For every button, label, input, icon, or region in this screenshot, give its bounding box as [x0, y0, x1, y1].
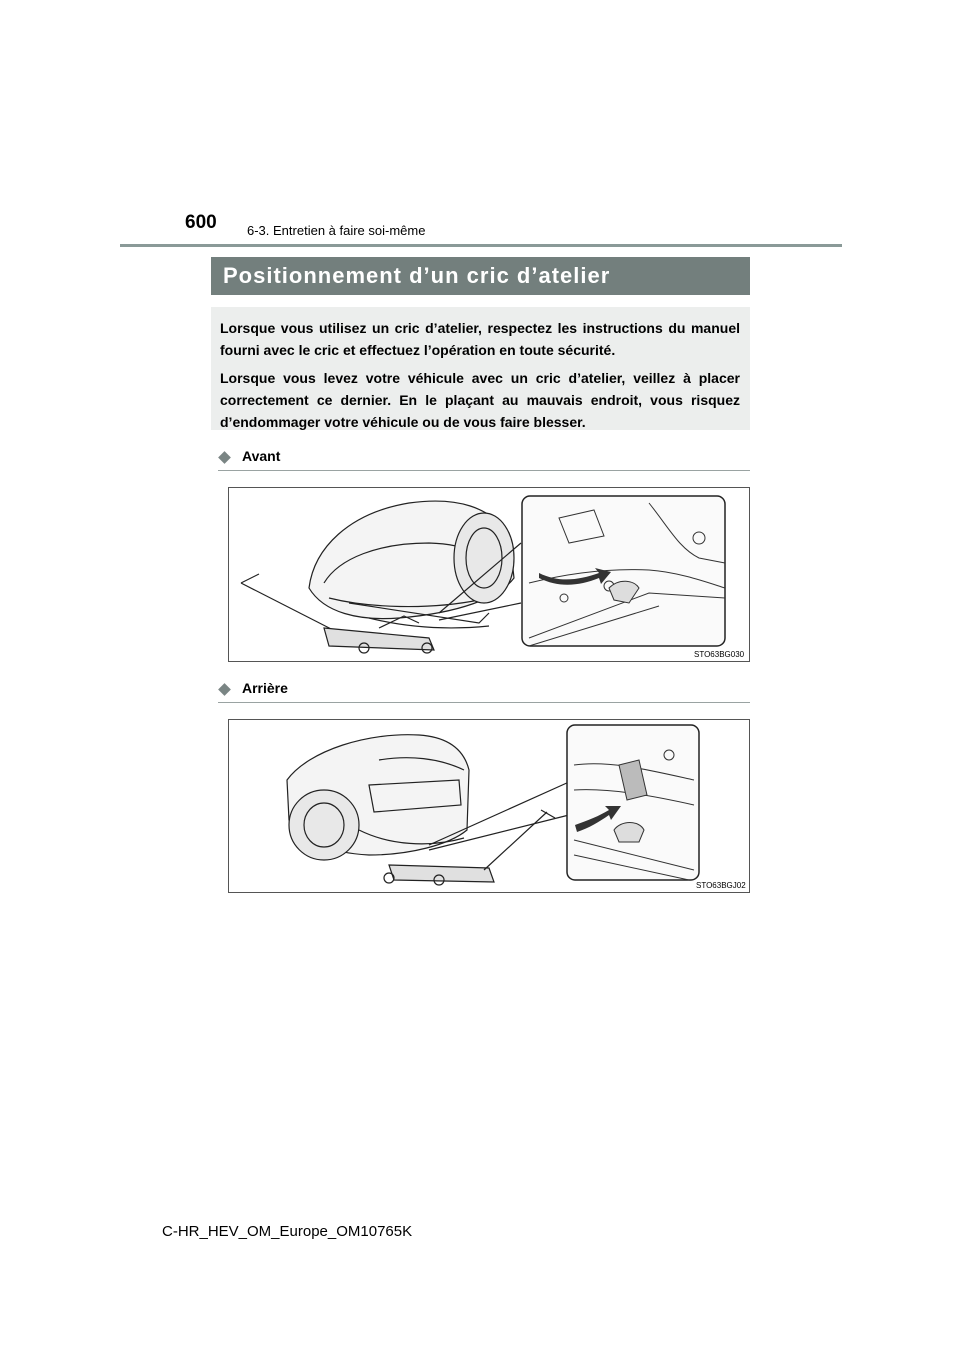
- document-id: C-HR_HEV_OM_Europe_OM10765K: [162, 1223, 413, 1240]
- intro-paragraph-1: Lorsque vous utilisez un cric d’atelier, respectez les instructions du manuel fourni avec le cric et effectuez l’opération en toute sécurité.: [220, 320, 740, 358]
- section-title-bar: [211, 257, 750, 295]
- figure-front-jack-point: [228, 487, 750, 662]
- subheading-label: Avant: [242, 448, 281, 464]
- intro-paragraph-2: Lorsque vous levez votre véhicule avec un cric d’atelier, veillez à placer correctement ce dernier. En le plaçant au mauvais endroit, vous risquez d’endommager votre véhicule ou de vous faire blesser.: [220, 370, 740, 430]
- header-divider: [120, 244, 842, 247]
- subheading-avant: [218, 448, 750, 471]
- figure-rear-jack-point: [228, 719, 750, 893]
- subheading-label: Arrière: [242, 680, 288, 696]
- diamond-bullet-icon: [218, 451, 231, 464]
- figure-code: STO63BG030: [694, 650, 745, 659]
- subheading-arriere: [218, 680, 750, 703]
- page-title: Positionnement d’un cric d’atelier: [223, 263, 611, 288]
- rear-jack-illustration: [229, 720, 749, 892]
- front-jack-illustration: [229, 488, 749, 661]
- page-number: 600: [185, 212, 217, 233]
- figure-code: STO63BGJ02: [696, 881, 746, 890]
- diamond-bullet-icon: [218, 683, 231, 696]
- section-reference: 6-3. Entretien à faire soi-même: [247, 223, 426, 238]
- intro-box: [211, 307, 750, 430]
